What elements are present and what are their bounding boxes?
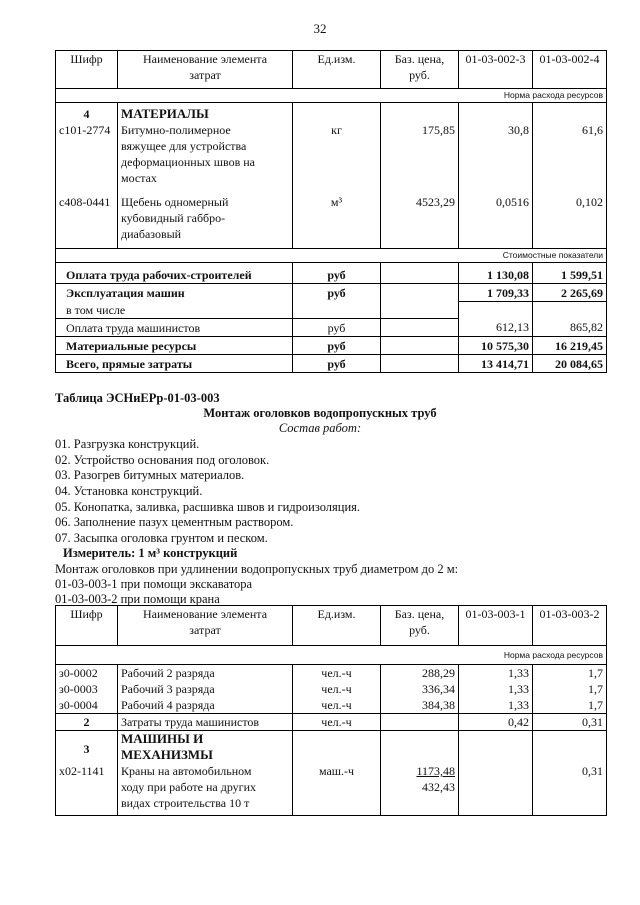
row-price: 175,85 <box>381 122 459 186</box>
section-number: 3 <box>56 731 118 764</box>
row-name: Краны на автомобильном ходу при работе на других видах строительства 10 т <box>118 763 293 816</box>
section-row <box>56 103 607 123</box>
variant-item: 01-03-003-2 при помощи крана <box>55 592 220 606</box>
intro-text: Монтаж оголовков при удлинении водопропускных труб диаметром до 2 м: <box>55 562 459 576</box>
row-code: с408-0441 <box>56 186 118 249</box>
row-value-b: 61,6 <box>533 122 607 186</box>
norm-label: Норма расхода ресурсов <box>56 89 607 103</box>
row-name: Щебень одномерный кубовидный габбро- диабазовый <box>118 186 293 249</box>
cost-row: Всего, прямые затраты руб 13 414,71 20 084,65 <box>56 354 607 372</box>
row-value-b: 0,102 <box>533 186 607 249</box>
header-col-b: 01-03-003-2 <box>533 606 607 646</box>
cost-row: Эксплуатация машин руб 1 709,33 2 265,69 <box>56 284 607 302</box>
row-price: 4523,29 <box>381 186 459 249</box>
table-title: Таблица ЭСНиЕРр-01-03-003 <box>55 391 220 405</box>
work-item: 07. Засыпка оголовка грунтом и песком. <box>55 531 268 545</box>
table-row: з0-0003 Рабочий 3 разряда чел.-ч 336,34 1,33 1,7 <box>56 681 607 697</box>
cost-row: Оплата труда машинистов руб 612,13 865,82 <box>56 318 607 336</box>
work-item: 02. Устройство основания под оголовок. <box>55 453 270 467</box>
header-col-a: 01-03-002-3 <box>459 51 533 89</box>
page-number: 32 <box>313 21 327 36</box>
table-row: з0-0004 Рабочий 4 разряда чел.-ч 384,38 1,33 1,7 <box>56 697 607 714</box>
header-unit: Ед.изм. <box>293 606 381 646</box>
table-subtitle: Монтаж оголовков водопропускных труб <box>203 406 437 420</box>
section-title: МАШИНЫ И МЕХАНИЗМЫ <box>118 731 293 764</box>
header-code: Шифр <box>56 51 118 89</box>
table-header-row <box>56 51 607 89</box>
cost-row: Оплата труда рабочих-строителей руб 1 130,08 1 599,51 <box>56 263 607 284</box>
header-unit: Ед.изм. <box>293 51 381 89</box>
table-header-row <box>56 606 607 646</box>
resource-table-2 <box>55 605 607 816</box>
work-item: 01. Разгрузка конструкций. <box>55 437 200 451</box>
table-row: х02-1141 Краны на автомобильном ходу при работе на других видах строительства 10 т маш.-ч 1173,48 432,43 0,31 <box>56 763 607 816</box>
section-row <box>56 731 607 764</box>
header-name: Наименование элемента затрат <box>118 606 293 646</box>
row-value-a: 0,0516 <box>459 186 533 249</box>
cost-label: Стоимостные показатели <box>56 249 607 263</box>
header-price: Баз. цена, руб. <box>381 606 459 646</box>
row-unit: м³ <box>293 186 381 249</box>
row-name: Битумно-полимерное вяжущее для устройства деформационных швов на мостах <box>118 122 293 186</box>
header-name: Наименование элемента затрат <box>118 51 293 89</box>
header-col-a: 01-03-003-1 <box>459 606 533 646</box>
table-row: 2 Затраты труда машинистов чел.-ч 0,42 0,31 <box>56 714 607 731</box>
meter: Измеритель: 1 м³ конструкций <box>63 546 238 560</box>
section-number: 4 <box>56 103 118 123</box>
header-col-b: 01-03-002-4 <box>533 51 607 89</box>
section-title: МАТЕРИАЛЫ <box>118 103 293 123</box>
row-code: с101-2774 <box>56 122 118 186</box>
work-item: 04. Установка конструкций. <box>55 484 203 498</box>
works-title: Состав работ: <box>278 421 362 435</box>
row-price: 1173,48 432,43 <box>381 763 459 816</box>
cost-row: в том числе <box>56 302 607 319</box>
cost-row: Материальные ресурсы руб 10 575,30 16 219,45 <box>56 336 607 354</box>
table-row: з0-0002 Рабочий 2 разряда чел.-ч 288,29 1,33 1,7 <box>56 665 607 682</box>
table-row <box>56 122 607 186</box>
row-value-a: 30,8 <box>459 122 533 186</box>
work-item: 05. Конопатка, заливка, расшивка швов и гидроизоляция. <box>55 500 361 514</box>
table-row <box>56 186 607 249</box>
variant-item: 01-03-003-1 при помощи экскаватора <box>55 577 253 591</box>
resource-table-1 <box>55 50 607 373</box>
norm-label: Норма расхода ресурсов <box>56 646 607 665</box>
row-unit: кг <box>293 122 381 186</box>
work-item: 03. Разогрев битумных материалов. <box>55 468 245 482</box>
header-code: Шифр <box>56 606 118 646</box>
work-item: 06. Заполнение пазух цементным раствором. <box>55 515 294 529</box>
header-price: Баз. цена, руб. <box>381 51 459 89</box>
